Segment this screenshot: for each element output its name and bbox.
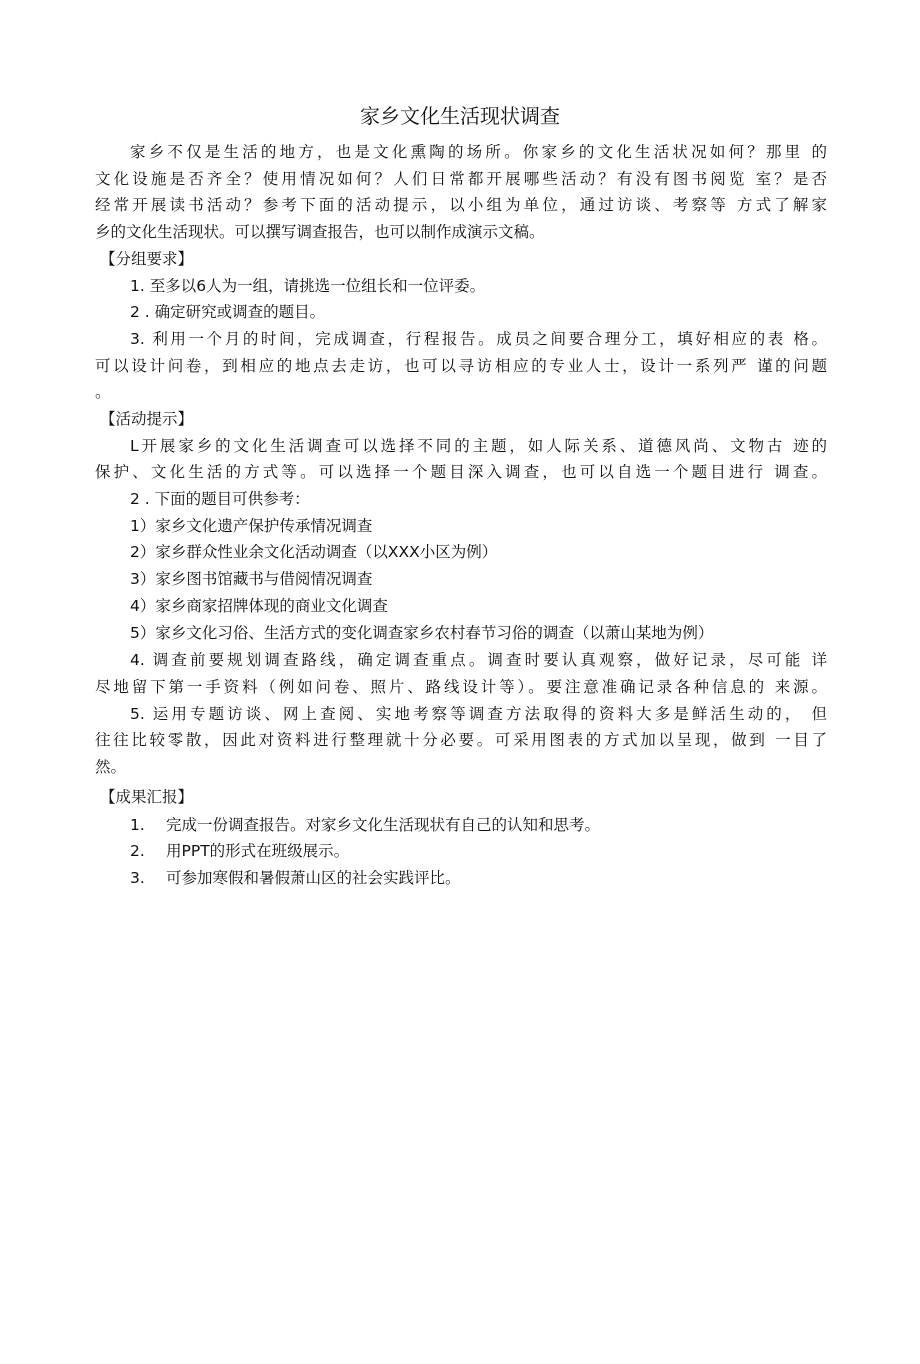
activity-item-1-line: L开展家乡的文化生活调查可以选择不同的主题，如人际关系、道德风尚、文物古 迹的 xyxy=(130,437,827,455)
activity-item-4-line: 4. 调查前要规划调查路线，确定调查重点。调查时要认真观察，做好记录，尽可能 详 xyxy=(130,651,827,669)
activity-item-5-line: 往往比较零散，因此对资料进行整理就十分必要。可采用图表的方式加以呈现，做到 一目了 xyxy=(95,731,827,749)
result-item-text: 用PPT的形式在班级展示。 xyxy=(166,842,350,860)
result-item-text: 可参加寒假和暑假萧山区的社会实践评比。 xyxy=(166,869,461,887)
group-item-2: 2 . 确定研究或调查的题目。 xyxy=(130,303,326,321)
section-heading-activity: 【活动提示】 xyxy=(100,410,194,428)
activity-item-4-line: 尽地留下第一手资料（例如问卷、照片、路线设计等）。要注意准确记录各种信息的 来源。 xyxy=(95,678,827,696)
intro-line: 乡的文化生活现状。可以撰写调查报告，也可以制作成演示文稿。 xyxy=(95,223,545,241)
intro-line: 家乡不仅是生活的地方，也是文化熏陶的场所。你家乡的文化生活状况如何？那里 的 xyxy=(130,143,827,161)
topic-item: 5）家乡文化习俗、生活方式的变化调查家乡农村春节习俗的调查（以萧山某地为例） xyxy=(130,624,714,642)
result-item-number: 1. xyxy=(130,816,145,834)
group-item-3-line: 3. 利用一个月的时间，完成调查，行程报告。成员之间要合理分工，填好相应的表 格。 xyxy=(130,330,827,348)
topic-item: 3）家乡图书馆藏书与借阅情况调查 xyxy=(130,570,373,588)
topic-item: 4）家乡商家招牌体现的商业文化调查 xyxy=(130,597,388,615)
activity-item-1-line: 保护、文化生活的方式等。可以选择一个题目深入调查，也可以自选一个题目进行 调查。 xyxy=(95,463,827,481)
section-heading-results: 【成果汇报】 xyxy=(100,788,194,806)
result-item xyxy=(130,867,827,889)
intro-line: 经常开展读书活动？参考下面的活动提示，以小组为单位，通过访谈、考察等 方式了解家 xyxy=(95,196,827,214)
topic-item: 1）家乡文化遗产保护传承情况调查 xyxy=(130,517,373,535)
document-title: 家乡文化生活现状调查 xyxy=(360,104,560,128)
activity-item-5-line: 然。 xyxy=(95,758,127,776)
result-item xyxy=(130,840,827,862)
activity-item-5-line: 5. 运用专题访谈、网上查阅、实地考察等调查方法取得的资料大多是鲜活生动的， 但 xyxy=(130,705,827,723)
result-item-text: 完成一份调查报告。对家乡文化生活现状有自己的认知和思考。 xyxy=(166,816,601,834)
result-item xyxy=(130,814,827,836)
section-heading-group: 【分组要求】 xyxy=(100,250,194,268)
activity-item-2: 2 . 下面的题目可供参考： xyxy=(130,490,310,508)
group-item-3-line: 可以设计问卷，到相应的地点去走访，也可以寻访相应的专业人士，设计一系列严 谨的问题 xyxy=(95,357,827,375)
group-item-1: 1. 至多以6人为一组，请挑选一位组长和一位评委。 xyxy=(130,277,486,295)
intro-line: 文化设施是否齐全？使用情况如何？人们日常都开展哪些活动？有没有图书阅览 室？是否 xyxy=(95,170,827,188)
result-item-number: 3. xyxy=(130,869,145,887)
result-item-number: 2. xyxy=(130,842,145,860)
group-item-3-line: 。 xyxy=(95,383,111,401)
topic-item: 2）家乡群众性业余文化活动调查（以XXX小区为例） xyxy=(130,543,498,561)
